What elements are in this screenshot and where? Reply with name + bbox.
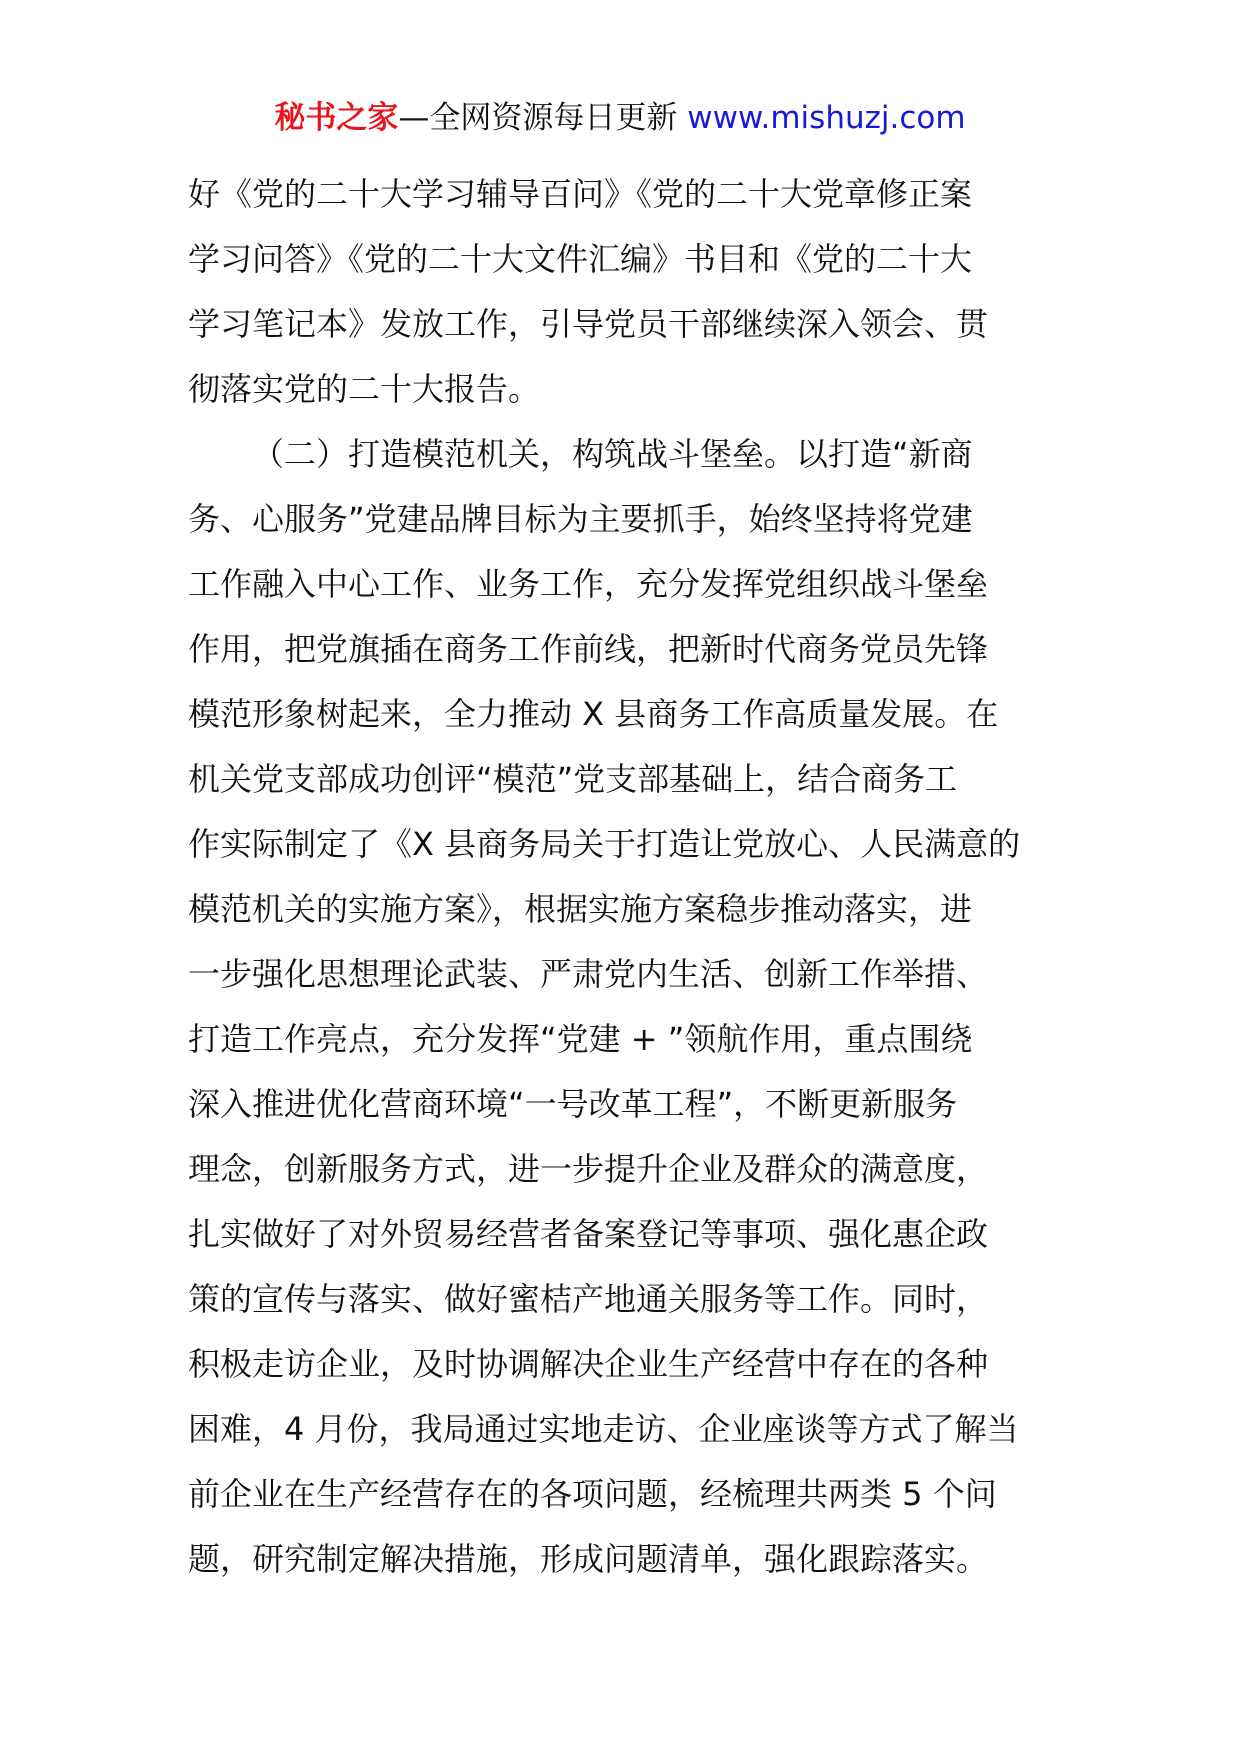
text-line: 模范机关的实施方案》，根据实施方案稳步推动落实，进	[188, 890, 973, 928]
text-line: 前企业在生产经营存在的各项问题，经梳理共两类 5 个问	[188, 1475, 997, 1513]
text-line: 扎实做好了对外贸易经营者备案登记等事项、强化惠企政	[188, 1215, 989, 1253]
text-line: 困难，4 月份，我局通过实地走访、企业座谈等方式了解当	[188, 1410, 1019, 1448]
text-line: 学习笔记本》发放工作，引导党员干部继续深入领会、贯	[188, 305, 989, 343]
text-line: 务、心服务”党建品牌目标为主要抓手，始终坚持将党建	[188, 500, 973, 538]
text-line: 积极走访企业，及时协调解决企业生产经营中存在的各种	[188, 1345, 989, 1383]
paragraph-2	[188, 422, 1068, 1592]
page-header	[0, 98, 1240, 138]
text-line: 一步强化思想理论武装、严肃党内生活、创新工作举措、	[188, 955, 989, 993]
text-line: 学习问答》《党的二十大文件汇编》书目和《党的二十大	[188, 240, 973, 278]
text-line: 模范形象树起来，全力推动 X 县商务工作高质量发展。在	[188, 695, 999, 733]
text-line: 题，研究制定解决措施，形成问题清单，强化跟踪落实。	[188, 1540, 989, 1578]
document-body	[188, 162, 1068, 1592]
brand-name: 秘书之家	[274, 100, 399, 136]
paragraph-1	[188, 162, 1068, 422]
text-line: 机关党支部成功创评“模范”党支部基础上，结合商务工	[188, 760, 958, 798]
text-line: 工作融入中心工作、业务工作，充分发挥党组织战斗堡垒	[188, 565, 989, 603]
text-line: 好《党的二十大学习辅导百问》《党的二十大党章修正案	[188, 175, 973, 213]
text-line: 作实际制定了《X 县商务局关于打造让党放心、人民满意的	[188, 825, 1021, 863]
text-line: （二）打造模范机关，构筑战斗堡垒。以打造“新商	[252, 435, 973, 473]
text-line: 理念，创新服务方式，进一步提升企业及群众的满意度，	[188, 1150, 989, 1188]
text-line: 深入推进优化营商环境“一号改革工程”，不断更新服务	[188, 1085, 958, 1123]
text-line: 彻落实党的二十大报告。	[188, 370, 541, 408]
text-line: 策的宣传与落实、做好蜜桔产地通关服务等工作。同时，	[188, 1280, 989, 1318]
text-line: 打造工作亮点，充分发挥“党建 + ”领航作用，重点围绕	[188, 1020, 973, 1058]
text-line: 作用，把党旗插在商务工作前线，把新时代商务党员先锋	[188, 630, 989, 668]
header-tagline: —全网资源每日更新	[398, 100, 688, 136]
site-url-link[interactable]: www.mishuzj.com	[687, 100, 966, 136]
